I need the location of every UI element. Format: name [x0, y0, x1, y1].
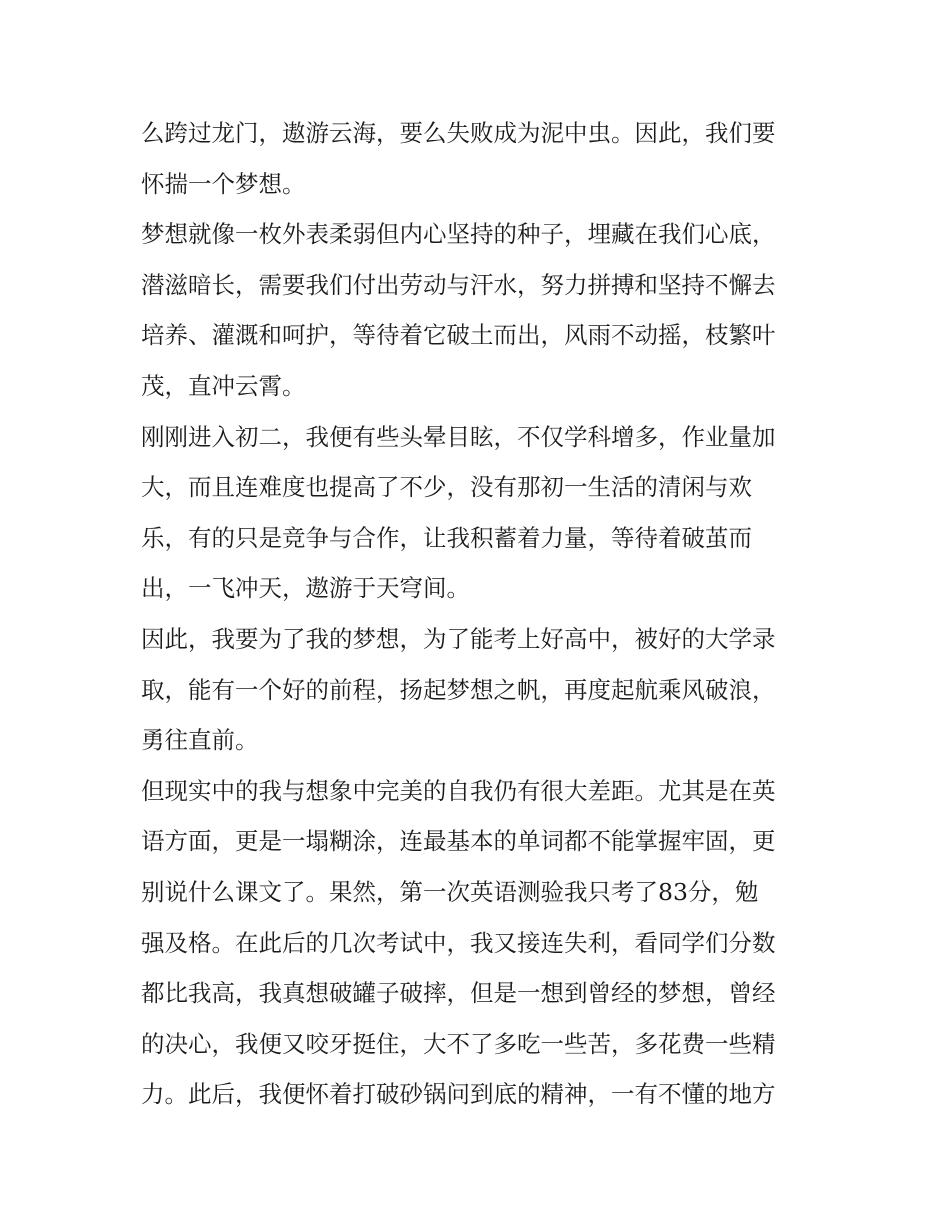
text-line-7: 刚刚进入初二，我便有些头晕目眩，不仅学科增多，作业量加: [141, 422, 776, 451]
essay-text: [141, 108, 821, 1120]
text-line-15: 语方面，更是一塌糊涂，连最基本的单词都不能掌握牢固，更: [141, 827, 776, 856]
text-line-18: 都比我高，我真想破罐子破摔，但是一想到曾经的梦想，曾经: [141, 979, 776, 1008]
text-line-11: 因此，我要为了我的梦想，为了能考上好高中，被好的大学录: [141, 624, 776, 653]
text-line-10: 出，一飞冲天，遨游于天穹间。: [141, 574, 470, 603]
text-line-1: 么跨过龙门，遨游云海，要么失败成为泥中虫。因此，我们要: [141, 119, 776, 147]
text-line-17: 强及格。在此后的几次考试中，我又接连失利，看同学们分数: [141, 928, 776, 957]
text-line-13: 勇往直前。: [141, 726, 259, 755]
text-line-16: 别说什么课文了。果然，第一次英语测验我只考了83分，勉: [141, 877, 759, 906]
text-line-20: 力。此后，我便怀着打破砂锅问到底的精神，一有不懂的地方: [141, 1080, 776, 1109]
text-line-3: 梦想就像一枚外表柔弱但内心坚持的种子，埋藏在我们心底，: [141, 220, 776, 249]
text-line-8: 大，而且连难度也提高了不少，没有那初一生活的清闲与欢: [141, 473, 752, 502]
text-line-9: 乐，有的只是竞争与合作，让我积蓄着力量，等待着破茧而: [141, 523, 752, 552]
text-line-14: 但现实中的我与想象中完美的自我仍有很大差距。尤其是在英: [141, 776, 776, 805]
text-line-12: 取，能有一个好的前程，扬起梦想之帆，再度起航乘风破浪，: [141, 675, 776, 704]
text-line-6: 茂，直冲云霄。: [141, 371, 306, 400]
text-line-4: 潜滋暗长，需要我们付出劳动与汗水，努力拼搏和坚持不懈去: [141, 270, 776, 299]
text-line-19: 的决心，我便又咬牙挺住，大不了多吃一些苦，多花费一些精: [141, 1029, 776, 1058]
text-line-2: 怀揣一个梦想。: [141, 169, 306, 198]
text-line-5: 培养、灌溉和呵护，等待着它破土而出，风雨不动摇，枝繁叶: [141, 321, 776, 350]
